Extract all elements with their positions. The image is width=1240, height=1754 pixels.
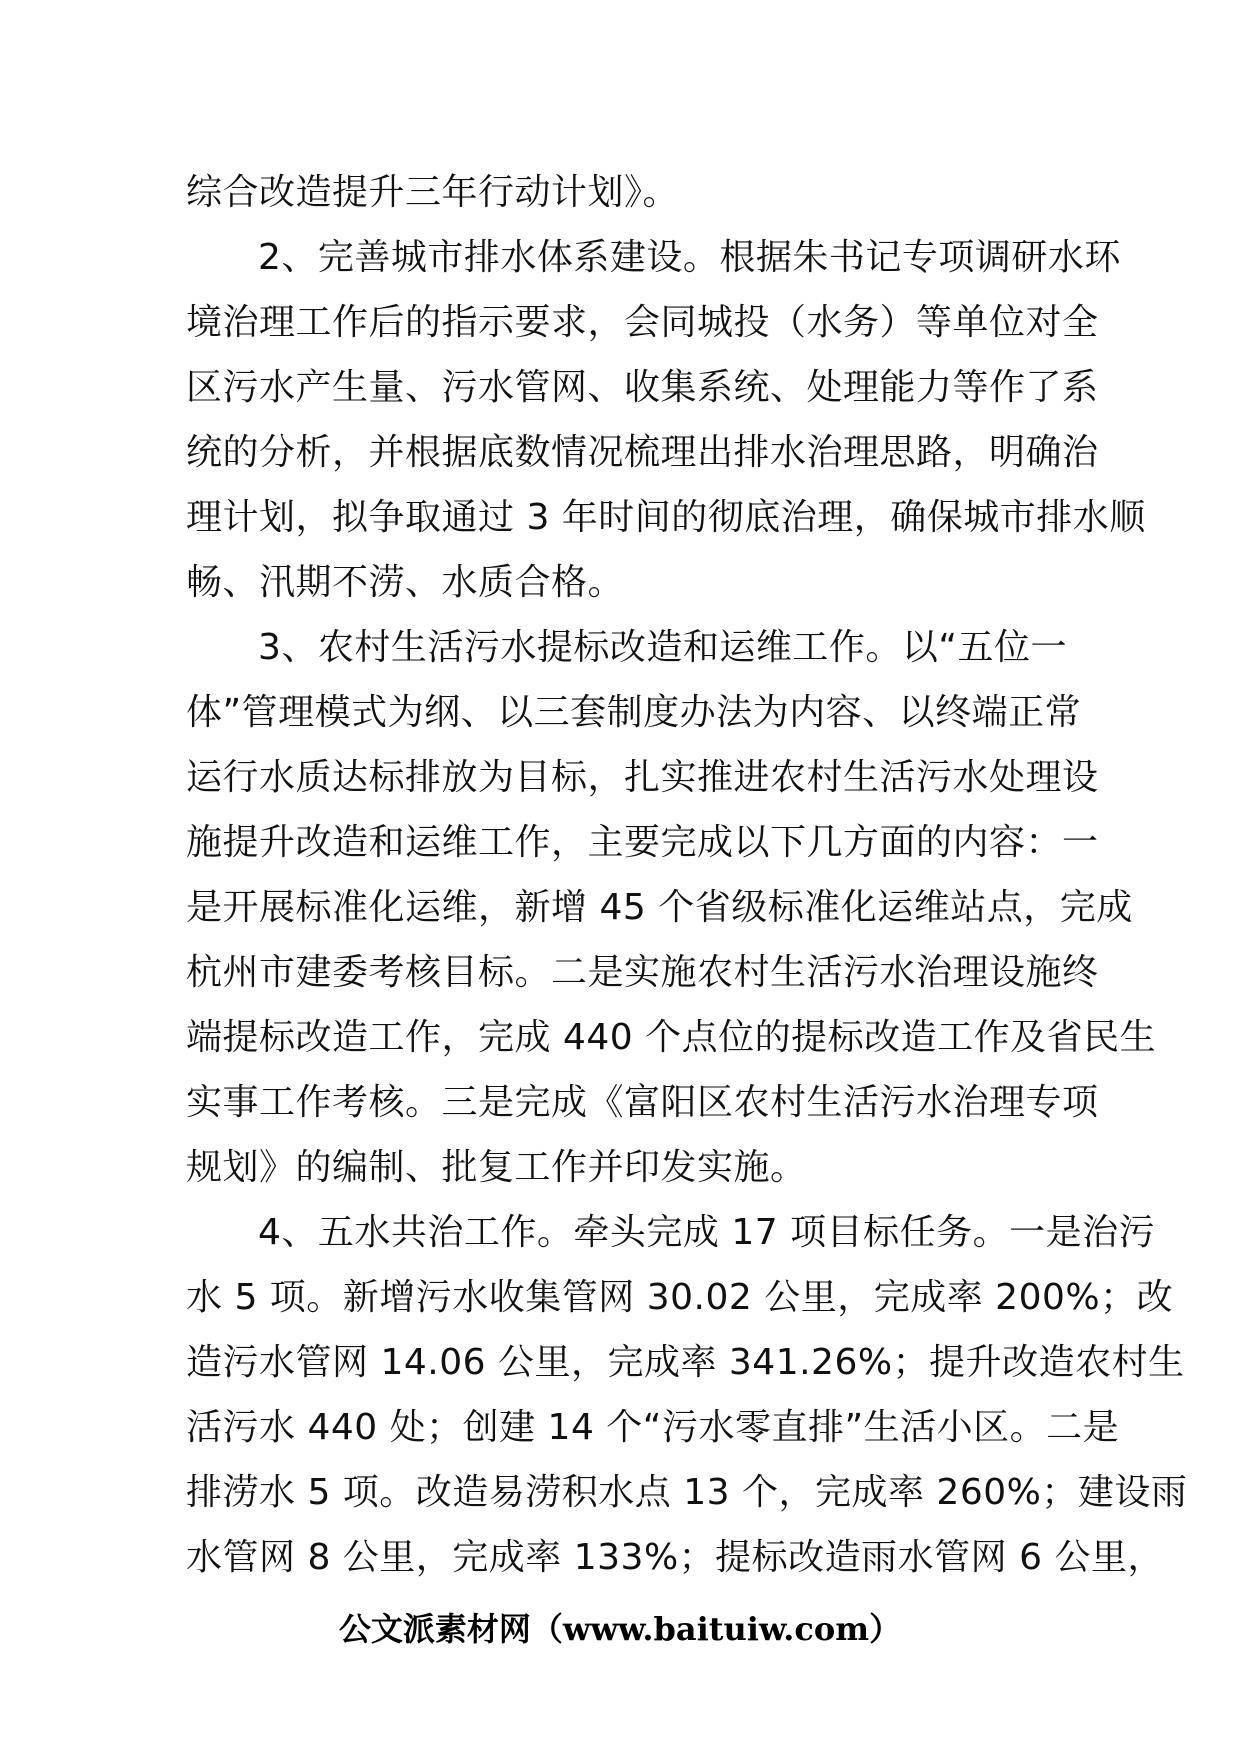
text-line: 施提升改造和运维工作，主要完成以下几方面的内容：一 [186,822,1099,863]
text-line: 造污水管网 14.06 公里，完成率 341.26%；提升改造农村生 [186,1342,1185,1383]
watermark-footer: 公文派素材网（www.baituiw.com） [338,1610,902,1648]
text-line: 端提标改造工作，完成 440 个点位的提标改造工作及省民生 [186,1017,1157,1058]
text-line: 综合改造提升三年行动计划》。 [186,172,680,213]
text-line: 区污水产生量、污水管网、收集系统、处理能力等作了系 [186,367,1099,408]
text-line: 实事工作考核。三是完成《富阳区农村生活污水治理专项 [186,1082,1099,1123]
text-line: 规划》的编制、批复工作并印发实施。 [186,1147,807,1188]
text-line: 理计划，拟争取通过 3 年时间的彻底治理，确保城市排水顺 [186,497,1146,538]
text-line: 水 5 项。新增污水收集管网 30.02 公里，完成率 200%；改 [186,1277,1174,1318]
text-line: 畅、汛期不涝、水质合格。 [186,562,625,603]
text-line: 运行水质达标排放为目标，扎实推进农村生活污水处理设 [186,757,1099,798]
text-line: 境治理工作后的指示要求，会同城投（水务）等单位对全 [186,302,1099,343]
text-line: 体”管理模式为纲、以三套制度办法为内容、以终端正常 [186,692,1082,733]
text-line: 4、五水共治工作。牵头完成 17 项目标任务。一是治污 [258,1212,1156,1253]
text-line: 活污水 440 处；创建 14 个“污水零直排”生活小区。二是 [186,1407,1120,1448]
text-line: 排涝水 5 项。改造易涝积水点 13 个，完成率 260%；建设雨 [186,1472,1188,1513]
text-line: 是开展标准化运维，新增 45 个省级标准化运维站点，完成 [186,887,1133,928]
document-body [186,160,1188,1590]
text-line: 杭州市建委考核目标。二是实施农村生活污水治理设施终 [186,952,1099,993]
text-line: 2、完善城市排水体系建设。根据朱书记专项调研水环 [258,237,1121,278]
text-line: 统的分析，并根据底数情况梳理出排水治理思路，明确治 [186,432,1099,473]
text-line: 3、农村生活污水提标改造和运维工作。以“五位一 [258,627,1068,668]
text-line: 水管网 8 公里，完成率 133%；提标改造雨水管网 6 公里， [186,1537,1164,1578]
